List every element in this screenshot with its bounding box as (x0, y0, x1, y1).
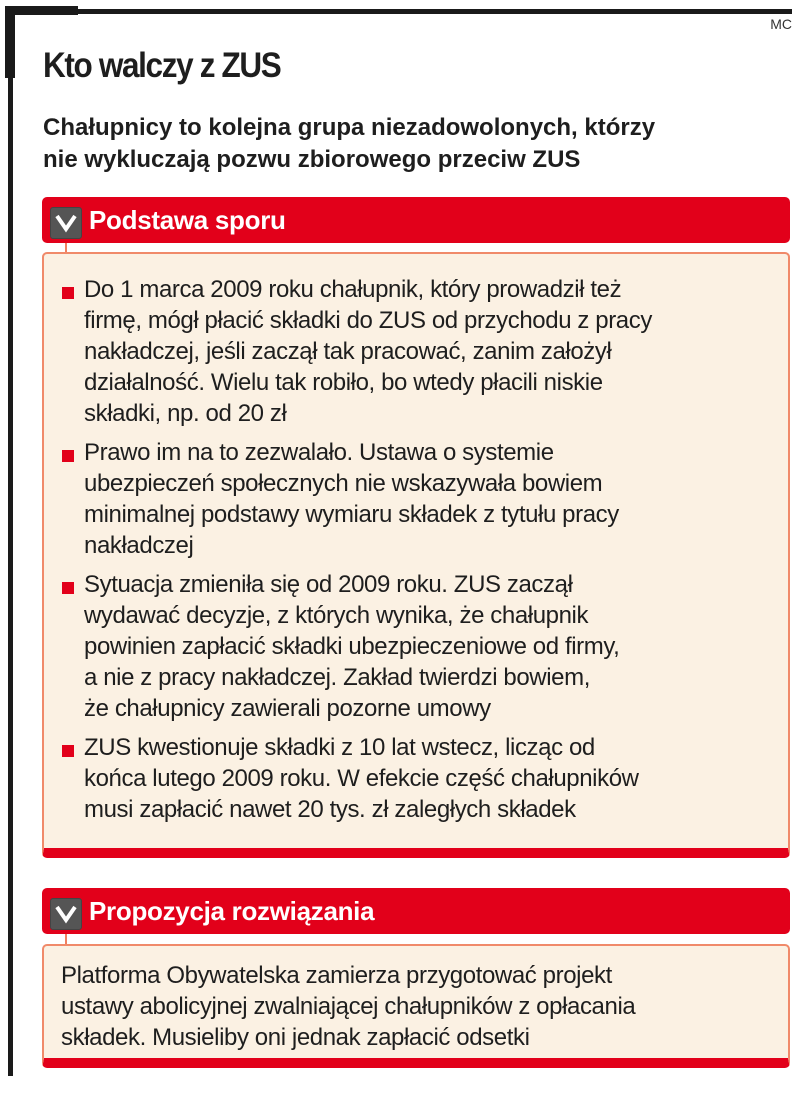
body-line: Platforma Obywatelska zamierza przygotować projekt (61, 962, 612, 989)
section-body-podstawa (42, 252, 790, 858)
bullet-square-icon (62, 745, 74, 757)
list-item-line: nakładczej, jeśli zaczął tak pracować, zanim założył (84, 338, 612, 365)
list-item-line: Prawo im na to zezwalało. Ustawa o systemie (84, 439, 554, 466)
body-line: składek. Musieliby oni jednak zapłacić odsetki (61, 1024, 530, 1051)
list-item-line: Sytuacja zmieniła się od 2009 roku. ZUS zaczął (84, 571, 573, 598)
list-item-line: końca lutego 2009 roku. W efekcie część chałupników (84, 765, 639, 792)
list-item-line: ubezpieczeń społecznych nie wskazywała bowiem (84, 470, 603, 497)
subtitle-line: nie wykluczają pozwu zbiorowego przeciw ZUS (43, 146, 581, 173)
list-item (44, 732, 788, 825)
list-item-line: składki, np. od 20 zł (84, 400, 287, 427)
body-line: ustawy abolicyjnej zwalniającej chałupników z opłacania (61, 993, 636, 1020)
list-item-line: działalność. Wielu tak robiło, bo wtedy płacili niskie (84, 369, 603, 396)
list-item (44, 274, 788, 429)
bullet-list (44, 274, 788, 825)
bullet-square-icon (62, 582, 74, 594)
frame-top-rule (5, 9, 792, 14)
section-header-podstawa (42, 197, 790, 243)
bullet-square-icon (62, 450, 74, 462)
section-header-propozycja (42, 888, 790, 934)
page-title: Kto walczy z ZUS (43, 46, 281, 85)
section-body-propozycja (42, 944, 790, 1068)
connector (65, 934, 67, 944)
bullet-square-icon (62, 287, 74, 299)
section-heading: Podstawa sporu (89, 205, 286, 235)
list-item (44, 437, 788, 561)
frame-left-rule (8, 6, 13, 1076)
list-item-line: a nie z pracy nakładczej. Zakład twierdzi bowiem, (84, 664, 590, 691)
list-item-line: ZUS kwestionuje składki z 10 lat wstecz, licząc od (84, 734, 595, 761)
credit: MC (770, 16, 792, 32)
list-item-line: że chałupnicy zawierali pozorne umowy (84, 695, 491, 722)
frame-corner-vertical (5, 6, 15, 78)
section-heading: Propozycja rozwiązania (89, 896, 375, 926)
list-item-line: powinien zapłacić składki ubezpieczeniowe od firmy, (84, 633, 620, 660)
list-item-line: firmę, mógł płacić składki do ZUS od przychodu z pracy (84, 307, 652, 334)
list-item-line: Do 1 marca 2009 roku chałupnik, który prowadził też (84, 276, 622, 303)
list-item-line: musi zapłacić nawet 20 tys. zł zaległych składek (84, 796, 576, 823)
subtitle (43, 112, 655, 176)
list-item-line: wydawać decyzje, z których wynika, że chałupnik (84, 602, 589, 629)
list-item (44, 569, 788, 724)
chevron-down-icon (50, 207, 82, 239)
list-item-line: nakładczej (84, 532, 194, 559)
chevron-down-icon (50, 898, 82, 930)
subtitle-line: Chałupnicy to kolejna grupa niezadowolonych, którzy (43, 114, 656, 141)
list-item-line: minimalnej podstawy wymiaru składek z tytułu pracy (84, 501, 619, 528)
frame-corner (5, 6, 78, 15)
